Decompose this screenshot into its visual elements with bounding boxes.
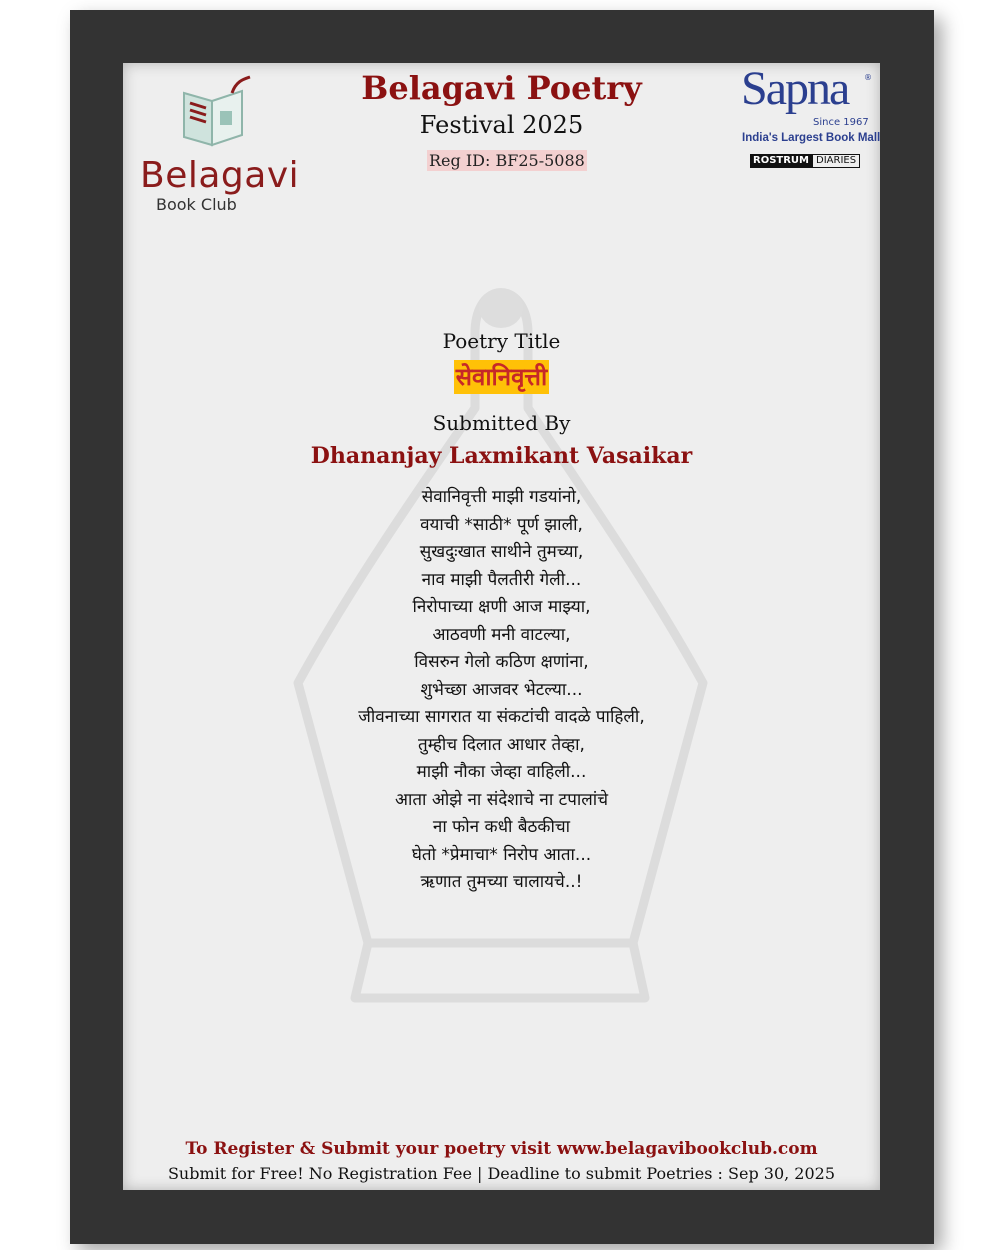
poem-line: निरोपाच्या क्षणी आज माझ्या,: [412, 597, 591, 617]
poem-line: माझी नौका जेव्हा वाहिली...: [416, 762, 587, 782]
poem-line: सुखदुःखात साथीने तुमच्या,: [419, 542, 584, 562]
poem-line: विसरुन गेलो कठिण क्षणांना,: [414, 652, 589, 672]
poem-line: जीवनाच्या सागरात या संकटांची वादळे पाहिली,: [358, 707, 645, 727]
poem-line: तुम्हीच दिलात आधार तेव्हा,: [418, 734, 585, 755]
poetry-title: सेवानिवृत्ती: [454, 360, 549, 394]
poem-line: आठवणी मनी वाटल्या,: [432, 624, 571, 645]
sapna-brand: Sapna: [741, 63, 849, 115]
poem-line: नाव माझी पैलतीरी गेली...: [421, 569, 582, 590]
poetry-title-wrap: [123, 360, 880, 394]
registered-mark: ®: [864, 73, 872, 82]
registration-id: Reg ID: BF25-5088: [429, 151, 585, 170]
rostrum-diaries-logo: [750, 154, 860, 168]
deadline-info: Submit for Free! No Registration Fee | Deadline to submit Poetries : Sep 30, 2025: [167, 1164, 836, 1183]
book-club-name: Belagavi: [140, 155, 300, 196]
poetry-title-label: Poetry Title: [442, 329, 561, 353]
festival-year: Festival 2025: [419, 111, 584, 139]
poem-line: सेवानिवृत्ती माझी गडयांनो,: [421, 487, 582, 507]
submitted-by-label: Submitted By: [432, 411, 571, 435]
poem-line: आता ओझे ना संदेशाचे ना टपालांचे: [394, 789, 609, 810]
poetry-poster: [123, 63, 880, 1190]
poem-body: [123, 484, 880, 897]
diaries-word: DIARIES: [812, 154, 860, 168]
poem-line: ना फोन कधी बैठकीचा: [432, 817, 571, 837]
book-club-subtitle: Book Club: [156, 195, 237, 214]
sapna-tagline: India's Largest Book Mall: [742, 132, 880, 144]
poem-line: घेतो *प्रेमाचा* निरोप आता...: [411, 844, 592, 865]
register-info: To Register & Submit your poetry visit www.belagavibookclub.com: [185, 1139, 818, 1159]
festival-title: Belagavi Poetry: [361, 69, 642, 107]
sapna-since: Since 1967: [813, 117, 869, 128]
rostrum-word: ROSTRUM: [750, 154, 812, 168]
poem-line: ऋणात तुमच्या चालायचे..!: [420, 872, 583, 892]
poem-line: वयाची *साठी* पूर्ण झाली,: [420, 514, 583, 535]
poem-line: शुभेच्छा आजवर भेटल्या...: [420, 679, 583, 700]
author-name: Dhananjay Laxmikant Vasaikar: [310, 443, 693, 469]
